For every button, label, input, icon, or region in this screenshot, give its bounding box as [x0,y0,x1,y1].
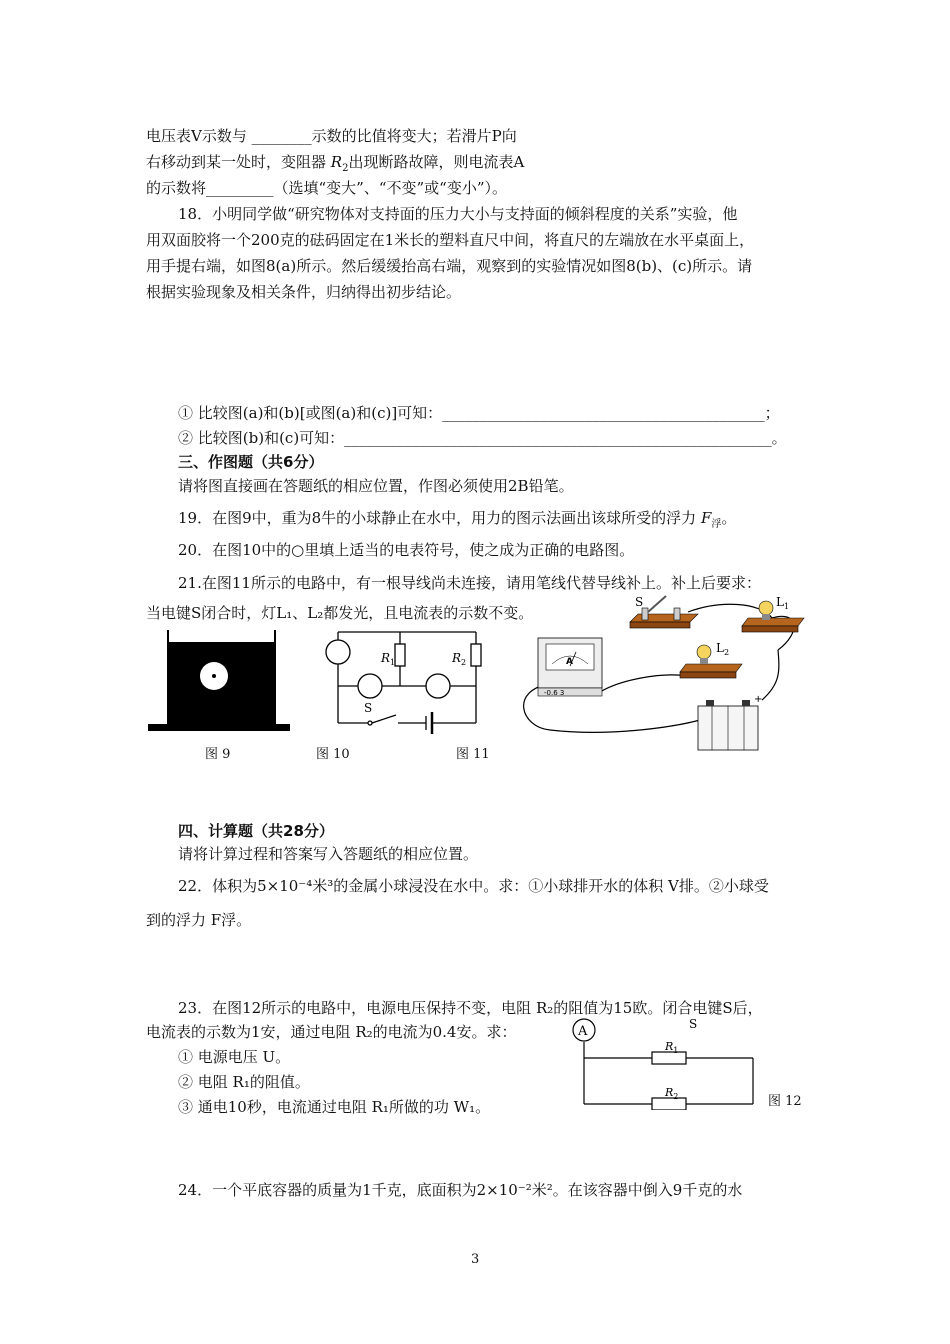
q17-line1: 电压表V示数与 ________示数的比值将变大；若滑片P向 [146,127,517,145]
label-l1: $L_1$ [776,595,790,611]
q18-line4: 根据实验现象及相关条件，归纳得出初步结论。 [146,283,462,301]
battery-plus: + [754,694,763,705]
table-base [148,724,290,731]
q18-answer2: ② 比较图(b)和(c)可知：_________________________________________________________。 [178,429,787,447]
q22-line1: 22．体积为5×10⁻⁴米³的金属小球浸没在水中。求：①小球排开水的体积 V排。②小球受 [178,877,769,895]
fig11-caption: 图 11 [456,747,490,762]
resistor-r2 [471,644,481,666]
figure-12-circuit [570,1018,770,1110]
q18-line3: 用手提右端，如图8(a)所示。然后缓缓抬高右端，观察到的实验情况如图8(b)、(c)所示。请 [146,257,753,275]
lamp-l1 [742,601,804,632]
figure-9-beaker [146,628,291,738]
q21-line1: 21.在图11所示的电路中，有一根导线尚未连接，请用笔线代替导线补上。补上后要求： [178,574,761,592]
q23-line1: 23．在图12所示的电路中，电源电压保持不变，电阻 R₂的阻值为15欧。闭合电键S后， [178,999,763,1017]
q18-answer1: ① 比较图(a)和(b)[或图(a)和(c)]可知：___________________________________________； [178,404,780,422]
ammeter-label: A [578,1024,588,1039]
section4-instruction: 请将计算过程和答案写入答题纸的相应位置。 [178,845,479,863]
label-r2: $R_2$ [452,651,467,667]
label-s: S [689,1018,698,1031]
switch-lever [648,596,666,612]
fig10-caption: 图 10 [316,747,350,762]
ammeter [538,638,602,696]
fig12-caption: 图 12 [768,1094,802,1109]
q18-line1: 18．小明同学做“研究物体对支持面的压力大小与支持面的倾斜程度的关系”实验，他 [178,205,738,223]
q17-line2: 右移动到某一处时，变阻器 $R_2$出现断路故障，则电流表A [146,153,525,174]
lamp-l2 [680,645,742,678]
label-r2: $R_2$ [665,1086,679,1101]
section3-title: 三、作图题（共6分） [178,453,324,471]
q19-text: 19．在图9中，重为8牛的小球静止在水中，用力的图示法画出该球所受的浮力 $F_浮$。 [178,509,737,530]
fig9-caption: 图 9 [205,747,231,762]
section3-instruction: 请将图直接画在答题纸的相应位置，作图必须使用2B铅笔。 [178,477,574,495]
q20-text: 20．在图10中的○里填上适当的电表符号，使之成为正确的电路图。 [178,541,635,559]
q17-line3: 的示数将_________（选填“变大”、“不变”或“变小”）。 [146,179,508,197]
label-switch-s: S [635,595,644,609]
figure-11-physical-circuit [510,592,810,762]
figure-10-circuit [318,628,488,740]
q18-line2: 用双面胶将一个200克的砝码固定在1米长的塑料直尺中间，将直尺的左端放在水平桌面上， [146,231,755,249]
q21-line2: 当电键S闭合时，灯L₁、L₂都发光，且电流表的示数不变。 [146,604,534,622]
label-s: S [364,701,373,715]
section4-title: 四、计算题（共28分） [178,822,334,840]
meter-circle-2 [358,674,382,698]
label-r1: $R_1$ [381,651,396,667]
page-number: 3 [471,1252,480,1267]
meter-circle-1 [326,640,350,664]
q23-item1: ① 电源电压 U。 [178,1048,291,1066]
switch-s [372,715,396,723]
ammeter-letter: A [566,657,573,667]
q23-line2: 电流表的示数为1安，通过电阻 R₂的电流为0.4安。求： [146,1023,517,1041]
q23-item2: ② 电阻 R₁的阻值。 [178,1073,310,1091]
q24-line1: 24．一个平底容器的质量为1千克，底面积为2×10⁻²米²。在该容器中倒入9千克的水 [178,1181,743,1199]
ammeter-scale: -0.6 3 [544,689,565,697]
label-l2: $L_2$ [716,641,730,657]
resistor-r1 [652,1052,686,1064]
resistor-r1 [395,644,405,666]
resistor-r2 [652,1098,686,1110]
q23-item3: ③ 通电10秒，电流通过电阻 R₁所做的功 W₁。 [178,1098,491,1116]
meter-circle-3 [426,674,450,698]
battery-pack [698,700,758,750]
q22-line2: 到的浮力 F浮。 [146,911,252,929]
label-r1: $R_1$ [665,1040,679,1055]
